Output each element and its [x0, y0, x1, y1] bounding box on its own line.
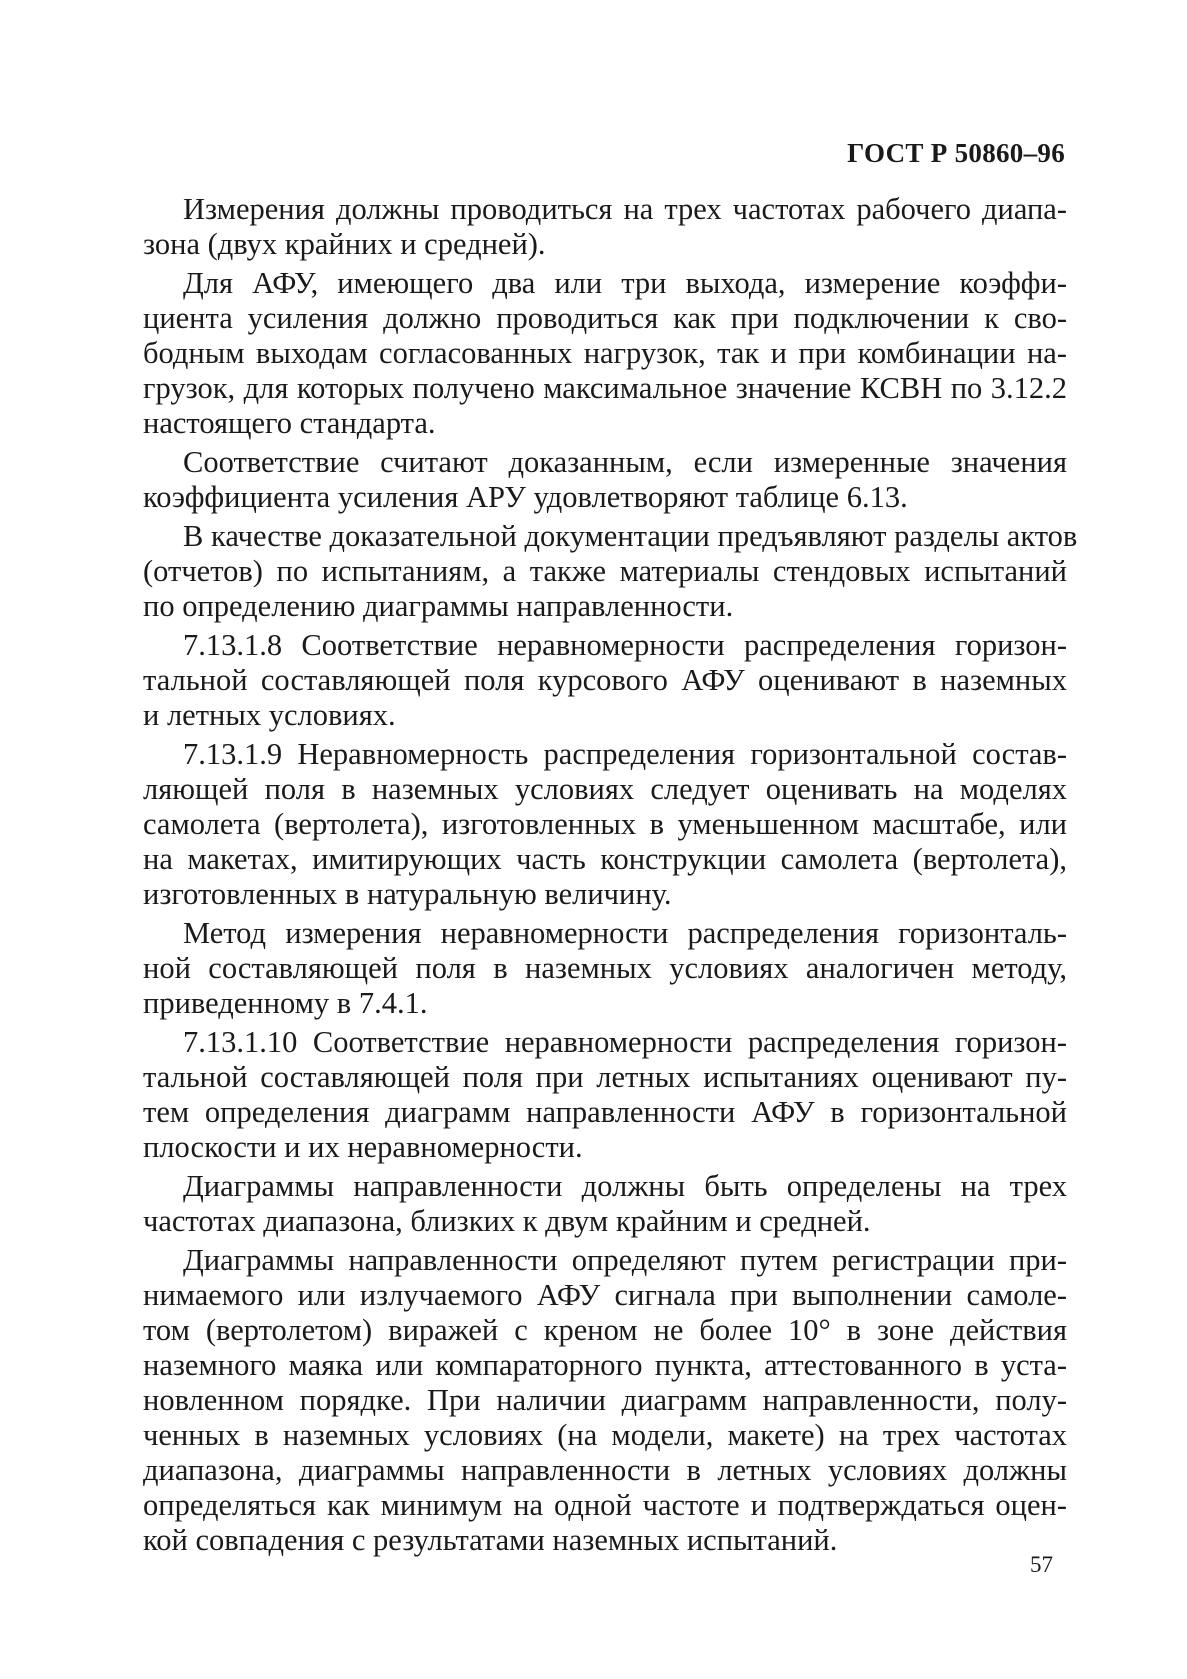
- text-line: новленном порядке. При наличии диаграмм направленности, полу-: [143, 1383, 1067, 1417]
- paragraph: [143, 519, 1078, 624]
- text-line: на макетах, имитирующих часть конструкции самолета (вертолета),: [143, 842, 1067, 876]
- paragraph: [143, 628, 1067, 733]
- paragraph: [143, 445, 1067, 515]
- text-line: плоскости и их неравномерности.: [143, 1130, 583, 1164]
- paragraph: [143, 192, 1067, 262]
- text-line: приведенному в 7.4.1.: [143, 986, 428, 1020]
- text-line: Соответствие считают доказанным, если измеренные значения: [183, 445, 1067, 479]
- text-line: частотах диапазона, близких к двум крайним и средней.: [143, 1204, 871, 1238]
- text-line: наземного маяка или компараторного пункта, аттестованного в уста-: [143, 1348, 1067, 1382]
- document-body: [143, 192, 1078, 1562]
- text-line: определяться как минимум на одной частоте и подтверждаться оцен-: [143, 1488, 1067, 1522]
- text-line: 7.13.1.10 Соответствие неравномерности распределения горизон-: [183, 1025, 1067, 1059]
- text-line: Измерения должны проводиться на трех частотах рабочего диапа-: [183, 192, 1067, 226]
- text-line: В качестве доказательной документации предъявляют разделы актов: [183, 519, 1078, 553]
- paragraph: [143, 1243, 1067, 1558]
- text-line: Диаграммы направленности определяют путем регистрации при-: [183, 1243, 1067, 1277]
- text-line: коэффициента усиления АРУ удовлетворяют таблице 6.13.: [143, 480, 908, 514]
- text-line: бодным выходам согласованных нагрузок, так и при комбинации на-: [143, 336, 1067, 370]
- text-line: тем определения диаграмм направленности АФУ в горизонтальной: [143, 1095, 1067, 1129]
- text-line: грузок, для которых получено максимальное значение КСВН по 3.12.2: [143, 371, 1067, 405]
- text-line: Метод измерения неравномерности распределения горизонталь-: [183, 916, 1067, 950]
- page-number: 57: [1030, 1552, 1053, 1577]
- text-line: (отчетов) по испытаниям, а также материалы стендовых испытаний: [143, 554, 1067, 588]
- text-line: ченных в наземных условиях (на модели, макете) на трех частотах: [143, 1418, 1067, 1452]
- text-line: настоящего стандарта.: [143, 406, 436, 440]
- paragraph: [143, 737, 1067, 912]
- text-line: зона (двух крайних и средней).: [143, 227, 546, 261]
- text-line: нимаемого или излучаемого АФУ сигнала при выполнении самоле-: [143, 1278, 1067, 1312]
- text-line: ляющей поля в наземных условиях следует оценивать на моделях: [143, 772, 1067, 806]
- text-line: том (вертолетом) виражей с креном не более 10° в зоне действия: [143, 1313, 1067, 1347]
- text-line: ной составляющей поля в наземных условиях аналогичен методу,: [143, 951, 1067, 985]
- text-line: 7.13.1.9 Неравномерность распределения горизонтальной состав-: [183, 737, 1067, 771]
- text-line: Диаграммы направленности должны быть определены на трех: [183, 1169, 1067, 1203]
- paragraph: [143, 266, 1067, 441]
- text-line: и летных условиях.: [143, 698, 396, 732]
- text-line: Для АФУ, имеющего два или три выхода, измерение коэффи-: [183, 266, 1067, 300]
- text-line: диапазона, диаграммы направленности в летных условиях должны: [143, 1453, 1067, 1487]
- text-line: тальной составляющей поля при летных испытаниях оценивают пу-: [143, 1060, 1067, 1094]
- text-line: 7.13.1.8 Соответствие неравномерности распределения горизон-: [183, 628, 1067, 662]
- text-line: самолета (вертолета), изготовленных в уменьшенном масштабе, или: [143, 807, 1067, 841]
- text-line: кой совпадения с результатами наземных испытаний.: [143, 1523, 838, 1557]
- paragraph: [143, 1169, 1067, 1239]
- text-line: изготовленных в натуральную величину.: [143, 877, 672, 911]
- text-line: циента усиления должно проводиться как при подключении к сво-: [143, 301, 1067, 335]
- text-line: тальной составляющей поля курсового АФУ оценивают в наземных: [143, 663, 1067, 697]
- paragraph: [143, 1025, 1067, 1165]
- paragraph: [143, 916, 1067, 1021]
- standard-header: ГОСТ Р 50860–96: [847, 138, 1065, 168]
- text-line: по определению диаграммы направленности.: [143, 589, 734, 623]
